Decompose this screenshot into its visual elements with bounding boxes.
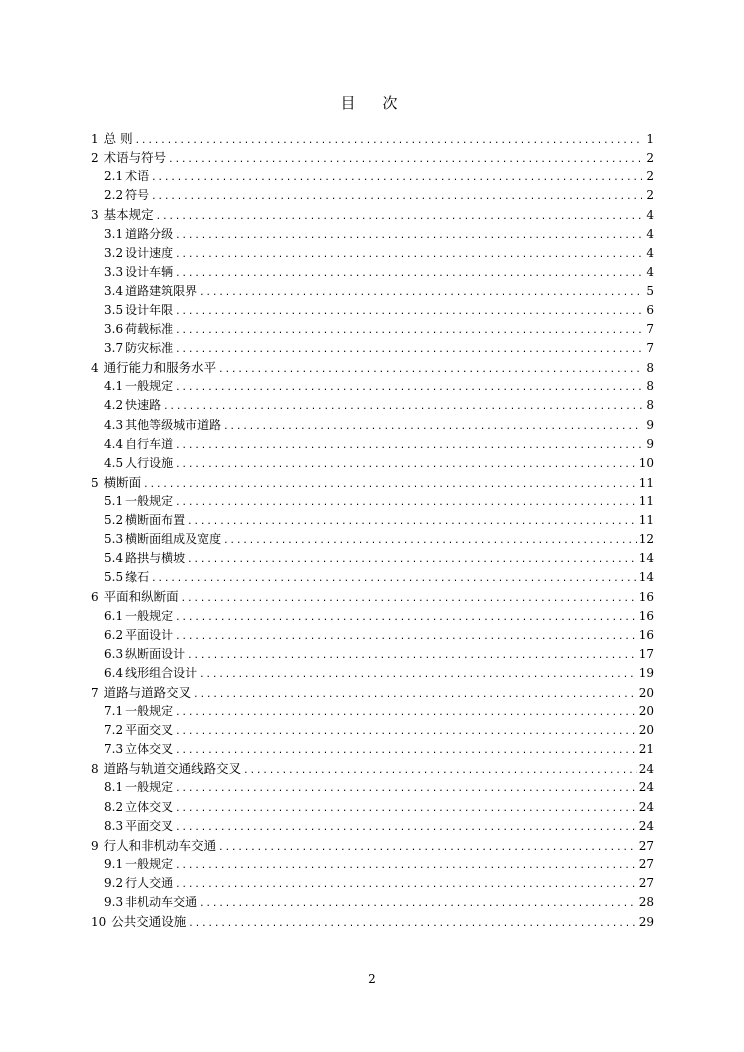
toc-entry-number: 7 — [91, 685, 99, 700]
toc-entry-title: 缘石 — [125, 570, 150, 585]
toc-chapter-entry[interactable] — [91, 759, 654, 778]
toc-chapter-entry[interactable] — [91, 129, 654, 148]
toc-entry-title: 通行能力和服务水平 — [103, 360, 217, 376]
toc-section-entry[interactable] — [104, 778, 654, 797]
toc-section-entry[interactable] — [104, 874, 654, 893]
toc-entry-title: 平面交叉 — [125, 818, 174, 833]
toc-entry-number: 6.1 — [104, 608, 124, 623]
toc-entry-page: 24 — [638, 818, 654, 833]
toc-section-entry[interactable] — [104, 244, 654, 263]
toc-entry-page: 16 — [638, 608, 654, 623]
toc-entry-page: 2 — [646, 188, 654, 203]
toc-entry-title: 线形组合设计 — [125, 665, 198, 680]
toc-section-entry[interactable] — [104, 492, 654, 511]
toc-entry-title: 平面交叉 — [125, 723, 174, 738]
toc-entry-page: 27 — [638, 856, 654, 871]
toc-entry-page: 20 — [638, 723, 654, 738]
toc-section-entry[interactable] — [104, 530, 654, 549]
toc-entry-title: 平面和纵断面 — [103, 589, 179, 605]
toc-entry-number: 8 — [91, 762, 99, 777]
toc-entry-page: 4 — [646, 264, 654, 279]
toc-entry-number: 6.4 — [104, 665, 124, 680]
toc-entry-page: 9 — [646, 436, 654, 451]
toc-entry-number: 9.1 — [104, 856, 124, 871]
toc-entry-number: 2.2 — [104, 188, 124, 203]
toc-entry-number: 4 — [91, 361, 99, 376]
toc-entry-title: 荷载标准 — [125, 322, 174, 336]
toc-entry-title: 立体交叉 — [125, 742, 174, 757]
toc-entry-title: 非机动车交通 — [125, 895, 198, 909]
toc-section-entry[interactable] — [104, 664, 654, 683]
toc-entry-title: 一般规定 — [125, 379, 174, 394]
toc-section-entry[interactable] — [104, 186, 654, 205]
toc-entry-number: 3.7 — [104, 341, 124, 356]
toc-section-entry[interactable] — [104, 702, 654, 721]
toc-section-entry[interactable] — [104, 435, 654, 454]
toc-entry-title: 总 则 — [103, 131, 133, 146]
toc-entry-number: 7.1 — [104, 704, 124, 718]
toc-entry-number: 8.1 — [104, 780, 124, 795]
toc-entry-title: 人行设施 — [125, 455, 174, 470]
toc-entry-number: 5.2 — [104, 513, 124, 527]
toc-entry-title: 自行车道 — [125, 436, 174, 451]
toc-section-entry[interactable] — [104, 549, 654, 568]
toc-entry-title: 一般规定 — [125, 780, 174, 795]
toc-entry-page: 24 — [638, 780, 654, 795]
toc-entry-title: 纵断面设计 — [125, 646, 186, 661]
toc-entry-page: 5 — [646, 283, 654, 298]
toc-entry-number: 9.2 — [104, 875, 124, 890]
toc-entry-title: 道路建筑限界 — [125, 283, 198, 298]
toc-entry-page: 24 — [638, 762, 654, 777]
toc-entry-title: 道路与道路交叉 — [103, 684, 192, 700]
toc-entry-page: 4 — [646, 208, 654, 223]
toc-entry-page: 8 — [646, 361, 654, 376]
toc-entry-page: 24 — [638, 799, 654, 814]
toc-entry-number: 5 — [91, 475, 99, 490]
toc-section-entry[interactable] — [104, 893, 654, 912]
toc-chapter-entry[interactable] — [91, 912, 654, 931]
toc-entry-title: 术语 — [125, 169, 150, 184]
toc-entry-page: 14 — [638, 570, 654, 585]
toc-entry-title: 基本规定 — [103, 207, 154, 223]
toc-entry-title: 设计速度 — [125, 245, 174, 260]
toc-entry-page: 11 — [638, 513, 654, 527]
toc-section-entry[interactable] — [104, 225, 654, 244]
toc-entry-number: 7.2 — [104, 723, 124, 738]
toc-section-entry[interactable] — [104, 282, 654, 301]
toc-section-entry[interactable] — [104, 568, 654, 587]
toc-entry-number: 6.3 — [104, 646, 124, 661]
toc-entry-page: 1 — [646, 132, 654, 146]
toc-entry-title: 一般规定 — [125, 856, 174, 871]
toc-entry-number: 4.3 — [104, 417, 124, 432]
toc-entry-number: 3.3 — [104, 264, 124, 279]
toc-entry-page: 19 — [638, 665, 654, 680]
toc-entry-number: 8.3 — [104, 818, 124, 833]
toc-chapter-entry[interactable] — [91, 836, 654, 855]
toc-entry-number: 9.3 — [104, 895, 124, 909]
toc-entry-page: 28 — [638, 895, 654, 909]
toc-entry-page: 20 — [638, 704, 654, 718]
toc-entry-page: 4 — [646, 226, 654, 241]
toc-section-entry[interactable] — [104, 396, 654, 415]
toc-entry-title: 横断面布置 — [125, 513, 186, 527]
toc-entry-page: 21 — [638, 742, 654, 757]
toc-entry-title: 横断面组成及宽度 — [125, 532, 222, 547]
toc-entry-number: 9 — [91, 838, 99, 853]
toc-chapter-entry[interactable] — [91, 148, 654, 167]
toc-chapter-entry[interactable] — [91, 473, 654, 492]
toc-section-entry[interactable] — [104, 511, 654, 530]
toc-entry-number: 8.2 — [104, 799, 124, 814]
toc-chapter-entry[interactable] — [91, 683, 654, 702]
toc-section-entry[interactable] — [104, 607, 654, 626]
toc-section-entry[interactable] — [104, 798, 654, 817]
toc-section-entry[interactable] — [104, 721, 654, 740]
toc-leader-dots — [188, 915, 636, 934]
toc-chapter-entry[interactable] — [91, 358, 654, 377]
toc-section-entry[interactable] — [104, 855, 654, 874]
toc-entry-number: 5.1 — [104, 493, 124, 508]
toc-entry-page: 8 — [646, 379, 654, 394]
toc-entry-page: 8 — [646, 398, 654, 413]
toc-entry-page: 2 — [646, 151, 654, 166]
toc-entry-number: 2.1 — [104, 169, 124, 184]
toc-entry-page: 20 — [638, 685, 654, 700]
toc-entry-number: 4.5 — [104, 455, 124, 470]
toc-entry-title: 设计车辆 — [125, 264, 174, 279]
toc-entry-page: 12 — [638, 532, 654, 547]
toc-entry-page: 10 — [638, 455, 654, 470]
toc-entry-number: 5.5 — [104, 570, 124, 585]
toc-entry-number: 6.2 — [104, 627, 124, 642]
toc-chapter-entry[interactable] — [91, 205, 654, 224]
toc-entry-page: 9 — [646, 417, 654, 432]
page-number: 2 — [368, 972, 376, 986]
toc-entry-title: 行人交通 — [125, 875, 174, 890]
toc-entry-page: 11 — [638, 475, 654, 490]
toc-entry-title: 路拱与横坡 — [125, 551, 186, 566]
toc-chapter-entry[interactable] — [91, 587, 654, 606]
toc-section-entry[interactable] — [104, 339, 654, 358]
toc-entry-number: 4.1 — [104, 379, 124, 394]
toc-entry-title: 快速路 — [125, 398, 162, 413]
toc-section-entry[interactable] — [104, 416, 654, 435]
toc-entry-page: 6 — [646, 302, 654, 317]
toc-entry-title: 防灾标准 — [125, 341, 174, 356]
toc-entry-title: 道路分级 — [125, 226, 174, 241]
toc-entry-number: 3.2 — [104, 245, 124, 260]
toc-entry-title: 立体交叉 — [125, 799, 174, 814]
toc-section-entry[interactable] — [104, 817, 654, 836]
toc-section-entry[interactable] — [104, 645, 654, 664]
toc-entry-title: 术语与符号 — [103, 150, 167, 166]
toc-entry-number: 1 — [91, 132, 99, 146]
toc-entry-page: 29 — [638, 915, 654, 930]
toc-entry-title: 横断面 — [103, 474, 142, 490]
toc-entry-title: 其他等级城市道路 — [125, 417, 222, 432]
toc-entry-title: 一般规定 — [125, 493, 174, 508]
toc-section-entry[interactable] — [104, 740, 654, 759]
toc-entry-title: 一般规定 — [125, 608, 174, 623]
page-title: 目 次 — [340, 94, 404, 112]
toc-entry-number: 3.4 — [104, 283, 124, 298]
toc-entry-page: 14 — [638, 551, 654, 566]
toc-entry-number: 2 — [91, 151, 99, 166]
toc-entry-page: 27 — [638, 838, 654, 853]
toc-section-entry[interactable] — [104, 320, 654, 339]
toc-entry-number: 3.1 — [104, 226, 124, 241]
toc-section-entry[interactable] — [104, 626, 654, 645]
toc-entry-title: 设计年限 — [125, 302, 174, 317]
toc-entry-title: 行人和非机动车交通 — [103, 837, 217, 853]
toc-entry-number: 3.5 — [104, 302, 124, 317]
toc-entry-page: 27 — [638, 875, 654, 890]
toc-entry-page: 7 — [646, 341, 654, 356]
toc-entry-title: 平面设计 — [125, 627, 174, 642]
toc-entry-number: 5.4 — [104, 551, 124, 566]
toc-entry-title: 符号 — [125, 188, 150, 203]
toc-entry-page: 4 — [646, 245, 654, 260]
toc-entry-page: 16 — [638, 627, 654, 642]
toc-entry-number: 6 — [91, 590, 99, 605]
toc-entry-number: 3.6 — [104, 322, 124, 336]
toc-entry-number: 10 — [91, 915, 107, 930]
toc-entry-number: 4.4 — [104, 436, 124, 451]
toc-entry-number: 4.2 — [104, 398, 124, 413]
toc-section-entry[interactable] — [104, 377, 654, 396]
toc-entry-page: 11 — [638, 493, 654, 508]
toc-entry-title: 道路与轨道交通线路交叉 — [103, 761, 242, 777]
toc-section-entry[interactable] — [104, 454, 654, 473]
toc-entry-page: 2 — [646, 169, 654, 184]
toc-entry-title: 公共交通设施 — [111, 914, 187, 930]
toc-section-entry[interactable] — [104, 263, 654, 282]
toc-section-entry[interactable] — [104, 167, 654, 186]
toc-entry-number: 5.3 — [104, 532, 124, 547]
toc-entry-page: 16 — [638, 590, 654, 605]
toc-entry-title: 一般规定 — [125, 704, 174, 718]
toc-entry-page: 17 — [638, 646, 654, 661]
toc-entry-page: 7 — [646, 322, 654, 336]
toc-entry-number: 7.3 — [104, 742, 124, 757]
toc-section-entry[interactable] — [104, 301, 654, 320]
toc-entry-number: 3 — [91, 208, 99, 223]
